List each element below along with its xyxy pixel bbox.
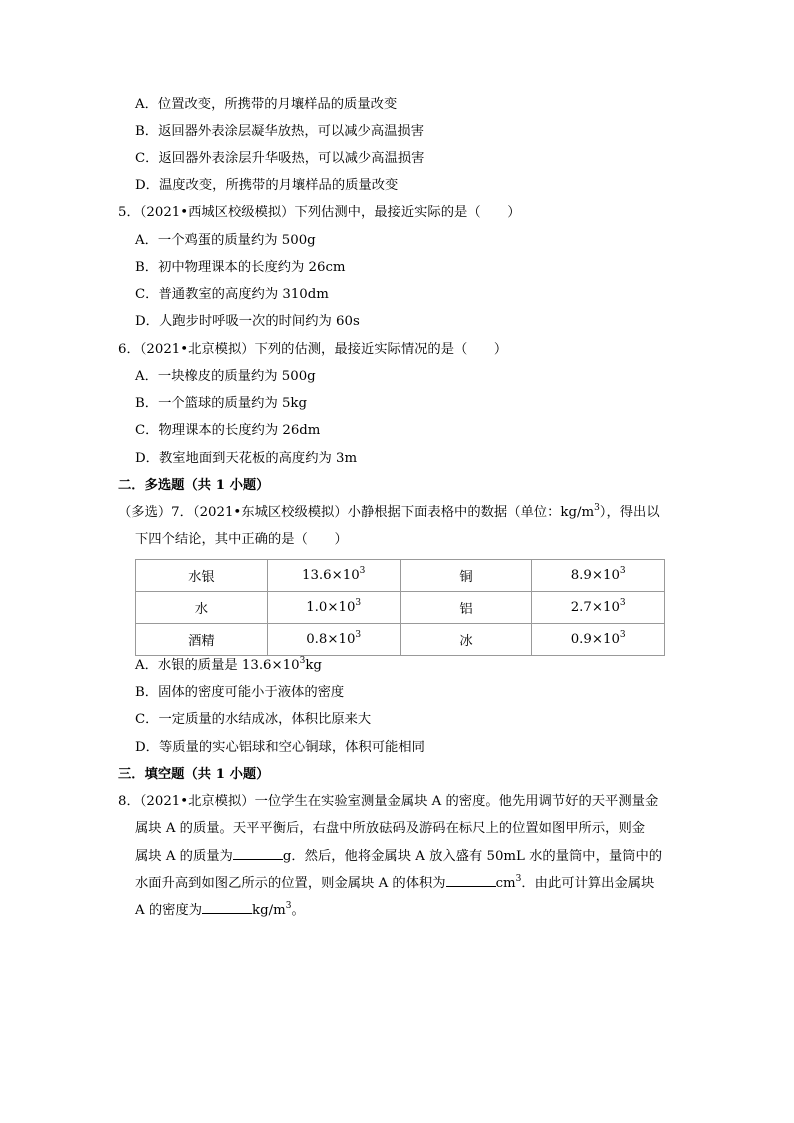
density-answer-blank[interactable] <box>202 901 252 914</box>
q7-option-c: C．一定质量的水结成冰，体积比原来大 <box>135 712 372 727</box>
section-fill-blank-heading: 三．填空题（共 1 小题） <box>118 767 270 782</box>
q7-stem-part-a: （多选）7．（2021•东城区校级模拟）小静根据下面表格中的数据（单位：kg/m <box>118 505 595 520</box>
q6-option-b: B．一个篮球的质量约为 5kg <box>135 396 307 411</box>
section-multiple-choice-heading: 二．多选题（共 1 小题） <box>118 478 270 493</box>
table-row <box>136 592 665 624</box>
q4-option-a: A．位置改变，所携带的月壤样品的质量改变 <box>135 97 398 112</box>
q4-option-b: B．返回器外表涂层凝华放热，可以减少高温损害 <box>135 124 425 139</box>
q7-stem-exponent: 3 <box>594 502 600 513</box>
table-cell-substance: 冰 <box>400 624 532 656</box>
table-cell-substance: 铝 <box>400 592 532 624</box>
q8-line5: A 的密度为 $kg/m^3$。 <box>135 900 305 918</box>
q4-option-c: C．返回器外表涂层升华吸热，可以减少高温损害 <box>135 151 425 166</box>
q7-stem-line2: 下四个结论，其中正确的是（ ） <box>135 532 348 547</box>
q7-option-b: B．固体的密度可能小于液体的密度 <box>135 685 345 700</box>
table-cell-density: $13.6\times 10^3$ <box>267 560 400 592</box>
table-cell-substance: 酒精 <box>136 624 268 656</box>
table-cell-substance: 铜 <box>400 560 532 592</box>
mass-answer-blank[interactable] <box>233 847 283 860</box>
table-cell-substance: 水银 <box>136 560 268 592</box>
table-cell-density: $0.8\times 10^3$ <box>267 624 400 656</box>
table-row <box>136 624 665 656</box>
table-cell-substance: 水 <box>136 592 268 624</box>
q8-line1: 8．（2021•北京模拟）一位学生在实验室测量金属块 A 的密度。他先用调节好的天平测量金 <box>118 794 659 809</box>
q8-line4: 水面升高到如图乙所示的位置，则金属块 A 的体积为 $cm^3$．由此可计算出金属块 <box>135 873 655 891</box>
density-table <box>135 559 665 656</box>
q5-stem: 5．（2021•西城区校级模拟）下列估测中，最接近实际的是（ ） <box>118 205 521 220</box>
volume-answer-blank[interactable] <box>446 874 496 887</box>
q8-line3: 属块 A 的质量为 g．然后，他将金属块 A 放入盛有 50mL 水的量筒中，量筒中的 <box>135 849 663 864</box>
table-cell-density: $2.7\times 10^3$ <box>532 592 665 624</box>
table-cell-density: $1.0\times 10^3$ <box>267 592 400 624</box>
table-cell-density: $8.9\times 10^3$ <box>532 560 665 592</box>
table-cell-density: $0.9\times 10^3$ <box>532 624 665 656</box>
q6-option-d: D．教室地面到天花板的高度约为 3m <box>135 451 358 466</box>
q6-option-c: C．物理课本的长度约为 26dm <box>135 423 321 438</box>
q4-option-d: D．温度改变，所携带的月壤样品的质量改变 <box>135 178 399 193</box>
q7-option-a: A．水银的质量是 $13.6\times 10^3kg$ <box>135 655 322 673</box>
q6-option-a: A．一块橡皮的质量约为 500g <box>135 369 316 384</box>
q7-option-d: D．等质量的实心铝球和空心铜球，体积可能相同 <box>135 740 425 755</box>
q6-stem: 6．（2021•北京模拟）下列的估测，最接近实际情况的是（ ） <box>118 342 508 357</box>
q7-stem-part-b: ），得出以 <box>599 505 660 520</box>
table-row <box>136 560 665 592</box>
q5-option-b: B．初中物理课本的长度约为 26cm <box>135 260 346 275</box>
q5-option-c: C．普通教室的高度约为 310dm <box>135 287 329 302</box>
q5-option-a: A．一个鸡蛋的质量约为 500g <box>135 233 316 248</box>
q5-option-d: D．人跑步时呼吸一次的时间约为 60s <box>135 314 360 329</box>
q8-line2: 属块 A 的质量。天平平衡后，右盘中所放砝码及游码在标尺上的位置如图甲所示，则金 <box>135 821 646 836</box>
q7-stem <box>118 503 660 523</box>
